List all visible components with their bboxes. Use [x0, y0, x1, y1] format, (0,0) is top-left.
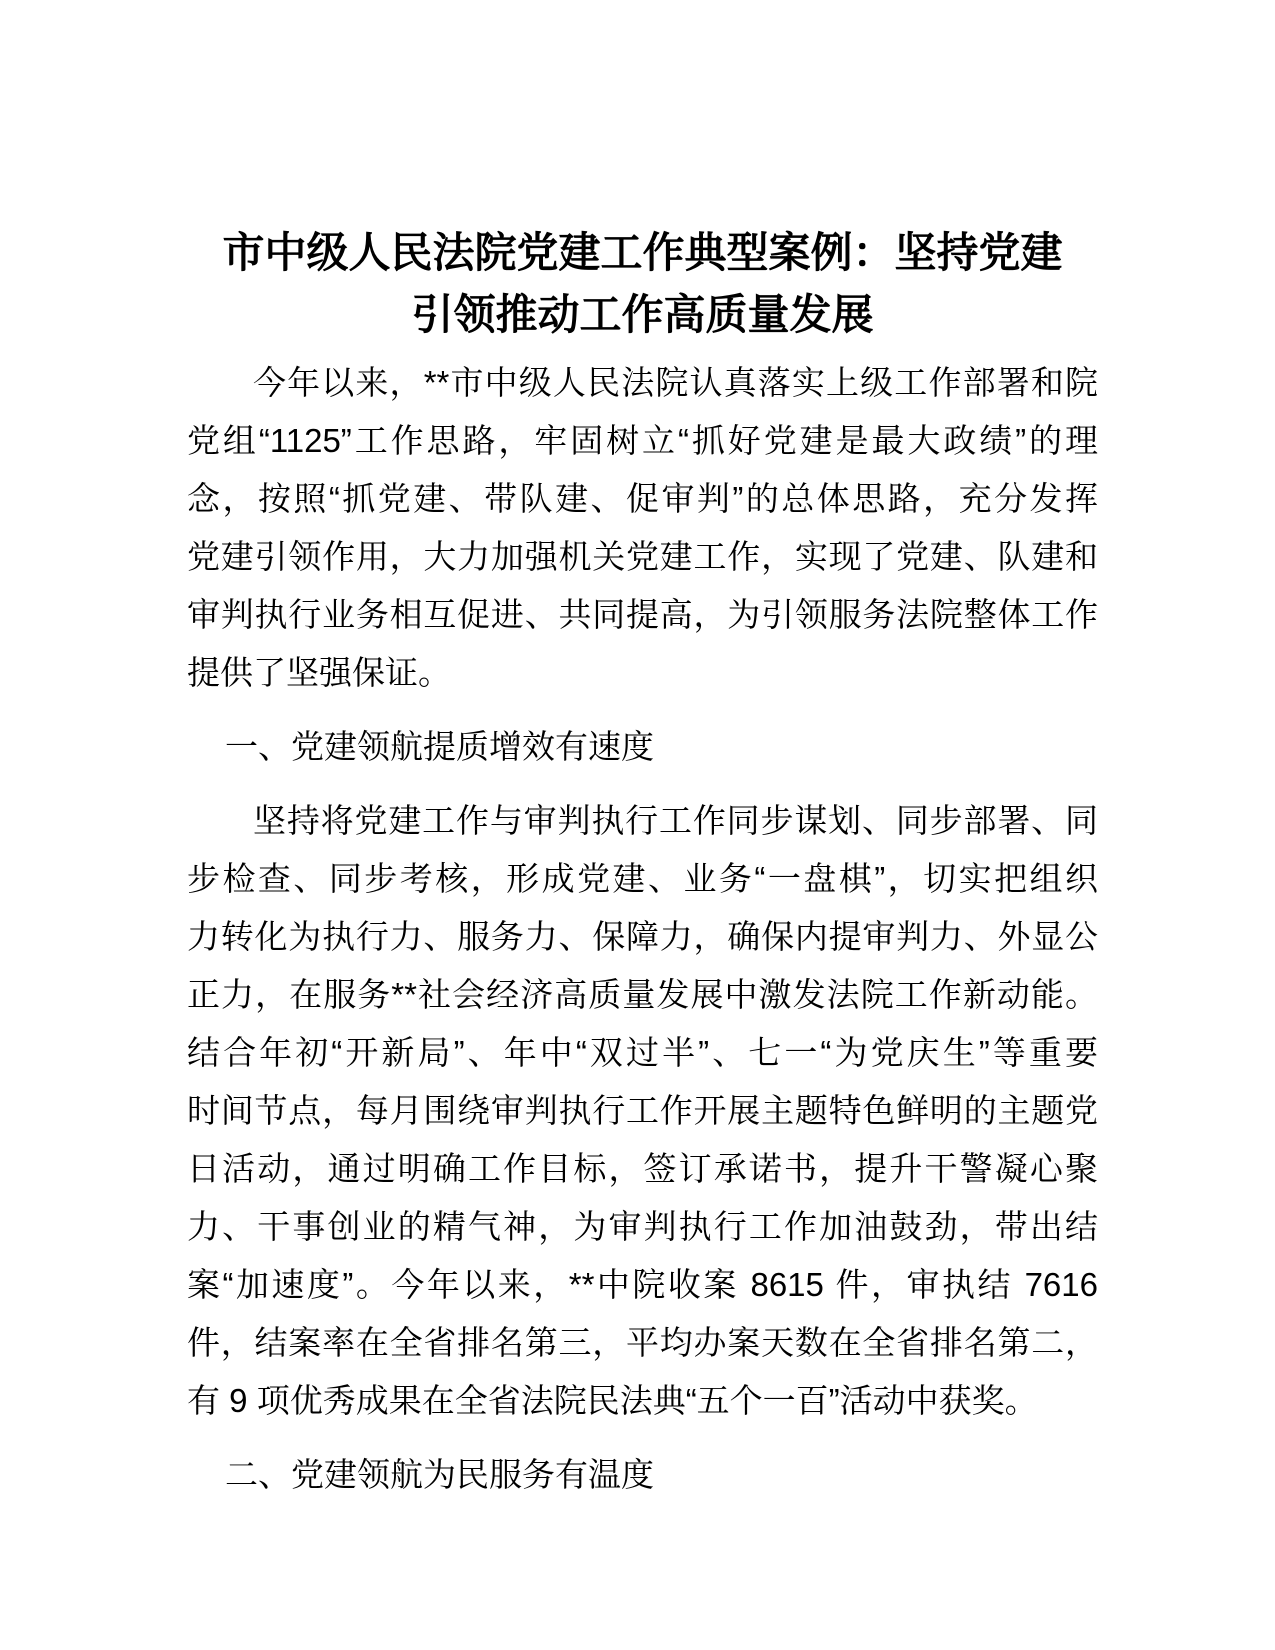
text-line: 力、干事创业的精气神，为审判执行工作加油鼓劲，带出结 — [187, 1208, 1098, 1245]
text-line: 日活动，通过明确工作目标，签订承诺书，提升干警凝心聚 — [187, 1150, 1098, 1187]
text-line: 提供了坚强保证。 — [187, 654, 451, 691]
text-line: 审判执行业务相互促进、共同提高，为引领服务法院整体工作 — [187, 596, 1098, 633]
paragraph-2 — [187, 792, 1098, 1430]
text-line: 正力，在服务**社会经济高质量发展中激发法院工作新动能。 — [187, 976, 1098, 1013]
text-line: 有 9 项优秀成果在全省法院民法典“五个一百”活动中获奖。 — [187, 1382, 1038, 1419]
text-line: 党组“1125”工作思路，牢固树立“抓好党建是最大政绩”的理 — [187, 422, 1098, 459]
title-line-2: 引领推动工作高质量发展 — [411, 291, 874, 338]
text-line: 时间节点，每月围绕审判执行工作开展主题特色鲜明的主题党 — [187, 1092, 1098, 1129]
document-title — [187, 222, 1098, 346]
title-line-1: 市中级人民法院党建工作典型案例：坚持党建 — [222, 229, 1063, 276]
section-heading-1: 一、党建领航提质增效有速度 — [225, 728, 654, 765]
text-line: 坚持将党建工作与审判执行工作同步谋划、同步部署、同 — [253, 802, 1098, 839]
section-heading-2: 二、党建领航为民服务有温度 — [225, 1456, 654, 1493]
text-line: 案“加速度”。今年以来，**中院收案 8615 件，审执结 7616 — [187, 1266, 1098, 1303]
text-line: 步检查、同步考核，形成党建、业务“一盘棋”，切实把组织 — [187, 860, 1098, 897]
text-line: 今年以来，**市中级人民法院认真落实上级工作部署和院 — [253, 364, 1098, 401]
text-line: 件，结案率在全省排名第三，平均办案天数在全省排名第二， — [187, 1324, 1098, 1361]
paragraph-1 — [187, 354, 1098, 702]
text-line: 念，按照“抓党建、带队建、促审判”的总体思路，充分发挥 — [187, 480, 1098, 517]
text-line: 结合年初“开新局”、年中“双过半”、七一“为党庆生”等重要 — [187, 1034, 1098, 1071]
text-line: 党建引领作用，大力加强机关党建工作，实现了党建、队建和 — [187, 538, 1098, 575]
text-line: 力转化为执行力、服务力、保障力，确保内提审判力、外显公 — [187, 918, 1098, 955]
